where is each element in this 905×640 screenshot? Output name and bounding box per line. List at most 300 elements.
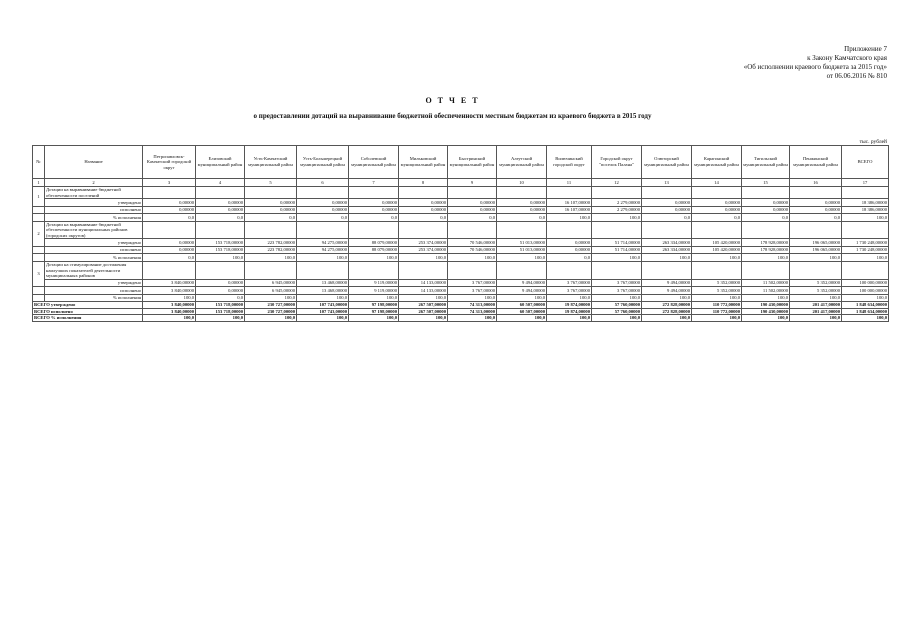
value-cell: 0,0	[790, 214, 842, 222]
value-cell: 3 767,00000	[592, 279, 642, 287]
column-header: Алеутский муниципальный район	[497, 146, 547, 179]
column-header: Усть-Камчатский муниципальный район	[245, 146, 297, 179]
empty-cell	[592, 221, 642, 239]
total-value: 272 828,00000	[642, 302, 692, 309]
value-cell: 0,0	[692, 214, 742, 222]
empty-cell	[33, 254, 45, 262]
value-cell: 100,0	[642, 254, 692, 262]
total-value: 267 507,00000	[399, 308, 448, 315]
section-approved-row	[33, 279, 889, 287]
total-value: 153 718,00000	[196, 308, 245, 315]
value-cell: 0,00000	[692, 206, 742, 214]
value-cell: 0,0	[143, 254, 196, 262]
total-value: 19 874,00000	[547, 302, 592, 309]
value-cell: 100,0	[692, 294, 742, 302]
value-cell: 51 714,00000	[592, 246, 642, 254]
row-label: исполнено	[45, 287, 143, 295]
value-cell: 0,00000	[245, 206, 297, 214]
value-cell: 11 502,00000	[742, 279, 790, 287]
value-cell: 100,0	[399, 254, 448, 262]
section-number: 2	[33, 221, 45, 246]
value-cell: 6 945,00000	[245, 279, 297, 287]
value-cell: 6 945,00000	[245, 287, 297, 295]
column-header: Городской округ "поселок Палана"	[592, 146, 642, 179]
total-value: 57 760,00000	[592, 308, 642, 315]
empty-cell	[692, 187, 742, 199]
value-cell: 100,0	[790, 294, 842, 302]
column-header: Соболевский муниципальный район	[349, 146, 399, 179]
column-header: Карагинский муниципальный район	[692, 146, 742, 179]
value-cell: 100,0	[349, 294, 399, 302]
report-title: О Т Ч Е Т	[425, 96, 480, 105]
value-cell: 100,0	[497, 294, 547, 302]
appendix-line-4: от 06.06.2016 № 810	[826, 72, 887, 80]
empty-cell	[399, 261, 448, 279]
value-cell: 0,0	[547, 254, 592, 262]
column-header: ВСЕГО	[842, 146, 889, 179]
total-value: 74 313,00000	[448, 302, 497, 309]
value-cell: 0,00000	[399, 206, 448, 214]
section-approved-row	[33, 199, 889, 207]
column-number: 11	[547, 179, 592, 187]
total-row	[33, 308, 889, 315]
empty-cell	[33, 214, 45, 222]
value-cell: 51 013,00000	[497, 239, 547, 247]
value-cell: 0,0	[196, 214, 245, 222]
value-cell: 94 275,00000	[297, 246, 349, 254]
value-cell: 0,00000	[742, 206, 790, 214]
total-value: 3 840,00000	[143, 302, 196, 309]
report-subtitle: о предоставлении дотаций на выравнивание бюджетной обеспеченности местным бюджетам из краевого бюджета в 2015 году	[253, 112, 652, 120]
total-value: 190 430,00000	[742, 308, 790, 315]
value-cell: 178 928,00000	[742, 239, 790, 247]
column-number: 8	[399, 179, 448, 187]
value-cell: 3 767,00000	[547, 287, 592, 295]
total-value: 100,0	[196, 315, 245, 322]
total-value: 201 417,00000	[790, 308, 842, 315]
value-cell: 3 767,00000	[448, 279, 497, 287]
value-cell: 0,00000	[448, 199, 497, 207]
column-header: Елизовский муниципальный район	[196, 146, 245, 179]
empty-cell	[196, 261, 245, 279]
empty-cell	[742, 187, 790, 199]
value-cell: 153 718,00000	[196, 246, 245, 254]
value-cell: 0,00000	[245, 199, 297, 207]
value-cell: 253 374,00000	[399, 239, 448, 247]
value-cell: 0,00000	[642, 206, 692, 214]
value-cell: 0,00000	[692, 199, 742, 207]
value-cell: 0,00000	[448, 206, 497, 214]
column-number: 15	[742, 179, 790, 187]
value-cell: 70 546,00000	[448, 239, 497, 247]
value-cell: 0,00000	[143, 239, 196, 247]
value-cell: 100,0	[842, 214, 889, 222]
empty-cell	[33, 287, 45, 295]
value-cell: 11 502,00000	[742, 287, 790, 295]
empty-cell	[448, 261, 497, 279]
total-value: 19 874,00000	[547, 308, 592, 315]
value-cell: 51 013,00000	[497, 246, 547, 254]
total-value: 60 507,00000	[497, 308, 547, 315]
value-cell: 94 275,00000	[297, 239, 349, 247]
value-cell: 0,00000	[297, 206, 349, 214]
value-cell: 18 386,00000	[842, 199, 889, 207]
value-cell: 100,0	[592, 294, 642, 302]
row-label: % исполнения	[45, 214, 143, 222]
empty-cell	[790, 187, 842, 199]
section-title-row	[33, 221, 889, 239]
value-cell: 100,0	[245, 294, 297, 302]
section-name: Дотации на выравнивание бюджетной обеспеченности поселений	[45, 187, 143, 199]
column-header: Петропавловск-Камчатский городской округ	[143, 146, 196, 179]
total-value: 57 760,00000	[592, 302, 642, 309]
total-value: 100,0	[692, 315, 742, 322]
section-executed-row	[33, 246, 889, 254]
empty-cell	[592, 261, 642, 279]
value-cell: 100,0	[297, 254, 349, 262]
empty-cell	[349, 187, 399, 199]
value-cell: 3 767,00000	[592, 287, 642, 295]
value-cell: 0,0	[742, 214, 790, 222]
value-cell: 88 079,00000	[349, 239, 399, 247]
value-cell: 14 133,00000	[399, 287, 448, 295]
empty-cell	[33, 206, 45, 214]
total-row	[33, 302, 889, 309]
empty-cell	[642, 187, 692, 199]
column-header: Название	[45, 146, 143, 179]
value-cell: 3 840,00000	[143, 287, 196, 295]
value-cell: 100,0	[497, 254, 547, 262]
total-value: 110 772,00000	[692, 308, 742, 315]
value-cell: 70 546,00000	[448, 246, 497, 254]
value-cell: 105 420,00000	[692, 239, 742, 247]
value-cell: 0,00000	[547, 239, 592, 247]
value-cell: 223 782,00000	[245, 246, 297, 254]
total-value: 74 313,00000	[448, 308, 497, 315]
total-value: 107 743,00000	[297, 302, 349, 309]
total-label: ВСЕГО исполнено	[33, 308, 143, 315]
total-value: 97 198,00000	[349, 308, 399, 315]
value-cell: 100,0	[642, 294, 692, 302]
empty-cell	[790, 221, 842, 239]
empty-cell	[297, 187, 349, 199]
units-label: тыс. рублей	[859, 139, 887, 145]
total-value: 100,0	[547, 315, 592, 322]
value-cell: 0,0	[497, 214, 547, 222]
value-cell: 100,0	[790, 254, 842, 262]
value-cell: 0,00000	[143, 246, 196, 254]
row-label: % исполнения	[45, 254, 143, 262]
column-number: 14	[692, 179, 742, 187]
total-value: 190 430,00000	[742, 302, 790, 309]
total-value: 110 772,00000	[692, 302, 742, 309]
empty-cell	[842, 187, 889, 199]
value-cell: 3 767,00000	[448, 287, 497, 295]
value-cell: 253 374,00000	[399, 246, 448, 254]
empty-cell	[547, 187, 592, 199]
total-value: 272 828,00000	[642, 308, 692, 315]
column-number: 17	[842, 179, 889, 187]
value-cell: 100,0	[196, 254, 245, 262]
value-cell: 100,0	[692, 254, 742, 262]
appendix-line-2: к Закону Камчатского края	[807, 54, 887, 62]
row-label: утверждено	[45, 199, 143, 207]
empty-cell	[547, 261, 592, 279]
empty-cell	[547, 221, 592, 239]
row-label: утверждено	[45, 279, 143, 287]
column-header: Тигильский муниципальный район	[742, 146, 790, 179]
column-number: 1	[33, 179, 45, 187]
section-name: Дотации на выравнивание бюджетной обеспеченности муниципальных районов (городских округов)	[45, 221, 143, 239]
value-cell: 153 718,00000	[196, 239, 245, 247]
value-cell: 88 079,00000	[349, 246, 399, 254]
column-number: 7	[349, 179, 399, 187]
empty-cell	[349, 261, 399, 279]
header-row	[33, 146, 889, 179]
column-header: Пенжинский муниципальный район	[790, 146, 842, 179]
value-cell: 13 468,00000	[297, 279, 349, 287]
value-cell: 1 730 248,00000	[842, 246, 889, 254]
value-cell: 0,00000	[547, 246, 592, 254]
total-value: 100,0	[448, 315, 497, 322]
section-percent-row	[33, 294, 889, 302]
total-value: 100,0	[497, 315, 547, 322]
empty-cell	[642, 221, 692, 239]
value-cell: 2 279,00000	[592, 199, 642, 207]
total-value: 100,0	[143, 315, 196, 322]
value-cell: 263 334,00000	[642, 246, 692, 254]
value-cell: 100,0	[547, 294, 592, 302]
column-header: №	[33, 146, 45, 179]
total-value: 100,0	[742, 315, 790, 322]
section-name: Дотации на стимулирование достижения наилучших показателей деятельности муниципальных районов	[45, 261, 143, 279]
value-cell: 0,00000	[642, 199, 692, 207]
column-number: 2	[45, 179, 143, 187]
value-cell: 100,0	[448, 294, 497, 302]
value-cell: 105 420,00000	[692, 246, 742, 254]
empty-cell	[196, 187, 245, 199]
total-value: 100,0	[399, 315, 448, 322]
total-value: 201 417,00000	[790, 302, 842, 309]
value-cell: 0,0	[245, 214, 297, 222]
value-cell: 5 352,00000	[790, 287, 842, 295]
column-number: 13	[642, 179, 692, 187]
value-cell: 9 119,00000	[349, 279, 399, 287]
value-cell: 100 000,00000	[842, 287, 889, 295]
value-cell: 100 000,00000	[842, 279, 889, 287]
empty-cell	[245, 221, 297, 239]
total-row	[33, 315, 889, 322]
table-body	[33, 187, 889, 322]
empty-cell	[497, 221, 547, 239]
empty-cell	[297, 261, 349, 279]
value-cell: 3 767,00000	[547, 279, 592, 287]
value-cell: 0,00000	[497, 199, 547, 207]
empty-cell	[642, 261, 692, 279]
total-label: ВСЕГО % исполнения	[33, 315, 143, 322]
value-cell: 5 352,00000	[692, 287, 742, 295]
column-number: 3	[143, 179, 196, 187]
empty-cell	[842, 261, 889, 279]
value-cell: 0,0	[642, 214, 692, 222]
empty-cell	[245, 187, 297, 199]
value-cell: 100,0	[592, 214, 642, 222]
value-cell: 0,00000	[349, 206, 399, 214]
total-value: 1 848 634,00000	[842, 302, 889, 309]
appendix-note	[627, 45, 887, 81]
total-value: 1 848 634,00000	[842, 308, 889, 315]
value-cell: 9 494,00000	[642, 287, 692, 295]
empty-cell	[497, 261, 547, 279]
section-title-row	[33, 261, 889, 279]
total-value: 230 727,00000	[245, 308, 297, 315]
empty-cell	[448, 221, 497, 239]
value-cell: 0,0	[349, 214, 399, 222]
row-label: % исполнения	[45, 294, 143, 302]
empty-cell	[692, 261, 742, 279]
empty-cell	[143, 261, 196, 279]
value-cell: 5 352,00000	[692, 279, 742, 287]
section-number: 1	[33, 187, 45, 207]
value-cell: 0,00000	[297, 199, 349, 207]
value-cell: 14 133,00000	[399, 279, 448, 287]
value-cell: 9 494,00000	[497, 287, 547, 295]
total-label: ВСЕГО утверждено	[33, 302, 143, 309]
report-table	[32, 145, 889, 322]
column-header: Олюторский муниципальный район	[642, 146, 692, 179]
value-cell: 0,0	[399, 214, 448, 222]
empty-cell	[592, 187, 642, 199]
row-label: утверждено	[45, 239, 143, 247]
section-title-row	[33, 187, 889, 199]
empty-cell	[497, 187, 547, 199]
value-cell: 1 730 248,00000	[842, 239, 889, 247]
empty-cell	[33, 246, 45, 254]
value-cell: 100,0	[297, 294, 349, 302]
empty-cell	[448, 187, 497, 199]
appendix-line-3: «Об исполнении краевого бюджета за 2015 год»	[743, 63, 887, 71]
value-cell: 178 928,00000	[742, 246, 790, 254]
value-cell: 18 386,00000	[842, 206, 889, 214]
section-percent-row	[33, 254, 889, 262]
value-cell: 100,0	[245, 254, 297, 262]
column-number: 4	[196, 179, 245, 187]
section-approved-row	[33, 239, 889, 247]
empty-cell	[399, 187, 448, 199]
value-cell: 0,0	[143, 214, 196, 222]
value-cell: 223 782,00000	[245, 239, 297, 247]
total-value: 230 727,00000	[245, 302, 297, 309]
value-cell: 16 107,00000	[547, 206, 592, 214]
value-cell: 100,0	[742, 254, 790, 262]
column-header: Мильковский муниципальный район	[399, 146, 448, 179]
column-header: Усть-Большерецкий муниципальный район	[297, 146, 349, 179]
total-value: 100,0	[790, 315, 842, 322]
column-number: 6	[297, 179, 349, 187]
value-cell: 9 494,00000	[642, 279, 692, 287]
value-cell: 51 714,00000	[592, 239, 642, 247]
column-number-row	[33, 179, 889, 187]
column-number: 5	[245, 179, 297, 187]
empty-cell	[143, 187, 196, 199]
empty-cell	[143, 221, 196, 239]
column-number: 12	[592, 179, 642, 187]
value-cell: 100,0	[592, 254, 642, 262]
total-value: 100,0	[245, 315, 297, 322]
value-cell: 0,00000	[196, 206, 245, 214]
appendix-line-1: Приложение 7	[844, 45, 887, 53]
value-cell: 100,0	[399, 294, 448, 302]
value-cell: 3 840,00000	[143, 279, 196, 287]
value-cell: 0,00000	[143, 199, 196, 207]
value-cell: 0,00000	[497, 206, 547, 214]
value-cell: 0,00000	[143, 206, 196, 214]
empty-cell	[692, 221, 742, 239]
value-cell: 100,0	[349, 254, 399, 262]
value-cell: 196 065,00000	[790, 246, 842, 254]
row-label: исполнено	[45, 206, 143, 214]
value-cell: 100,0	[143, 294, 196, 302]
column-header: Вилючинский городской округ	[547, 146, 592, 179]
total-value: 153 718,00000	[196, 302, 245, 309]
value-cell: 9 119,00000	[349, 287, 399, 295]
column-header: Быстринский муниципальный район	[448, 146, 497, 179]
empty-cell	[196, 221, 245, 239]
value-cell: 263 334,00000	[642, 239, 692, 247]
value-cell: 100,0	[742, 294, 790, 302]
total-value: 100,0	[297, 315, 349, 322]
total-value: 100,0	[592, 315, 642, 322]
section-executed-row	[33, 287, 889, 295]
empty-cell	[399, 221, 448, 239]
total-value: 267 507,00000	[399, 302, 448, 309]
total-value: 60 507,00000	[497, 302, 547, 309]
value-cell: 0,00000	[196, 287, 245, 295]
value-cell: 0,00000	[399, 199, 448, 207]
total-value: 100,0	[349, 315, 399, 322]
section-number: 3	[33, 261, 45, 286]
total-value: 100,0	[642, 315, 692, 322]
value-cell: 100,0	[448, 254, 497, 262]
section-executed-row	[33, 206, 889, 214]
value-cell: 13 468,00000	[297, 287, 349, 295]
column-number: 16	[790, 179, 842, 187]
row-label: исполнено	[45, 246, 143, 254]
empty-cell	[742, 221, 790, 239]
empty-cell	[297, 221, 349, 239]
value-cell: 100,0	[547, 214, 592, 222]
total-value: 107 743,00000	[297, 308, 349, 315]
value-cell: 0,00000	[349, 199, 399, 207]
empty-cell	[790, 261, 842, 279]
value-cell: 196 065,00000	[790, 239, 842, 247]
value-cell: 0,0	[448, 214, 497, 222]
column-number: 10	[497, 179, 547, 187]
empty-cell	[742, 261, 790, 279]
section-percent-row	[33, 214, 889, 222]
value-cell: 0,00000	[742, 199, 790, 207]
value-cell: 16 107,00000	[547, 199, 592, 207]
column-number: 9	[448, 179, 497, 187]
empty-cell	[349, 221, 399, 239]
value-cell: 0,00000	[196, 199, 245, 207]
value-cell: 0,00000	[790, 206, 842, 214]
total-value: 100,0	[842, 315, 889, 322]
value-cell: 0,00000	[196, 279, 245, 287]
value-cell: 9 494,00000	[497, 279, 547, 287]
value-cell: 0,0	[196, 294, 245, 302]
value-cell: 0,00000	[790, 199, 842, 207]
